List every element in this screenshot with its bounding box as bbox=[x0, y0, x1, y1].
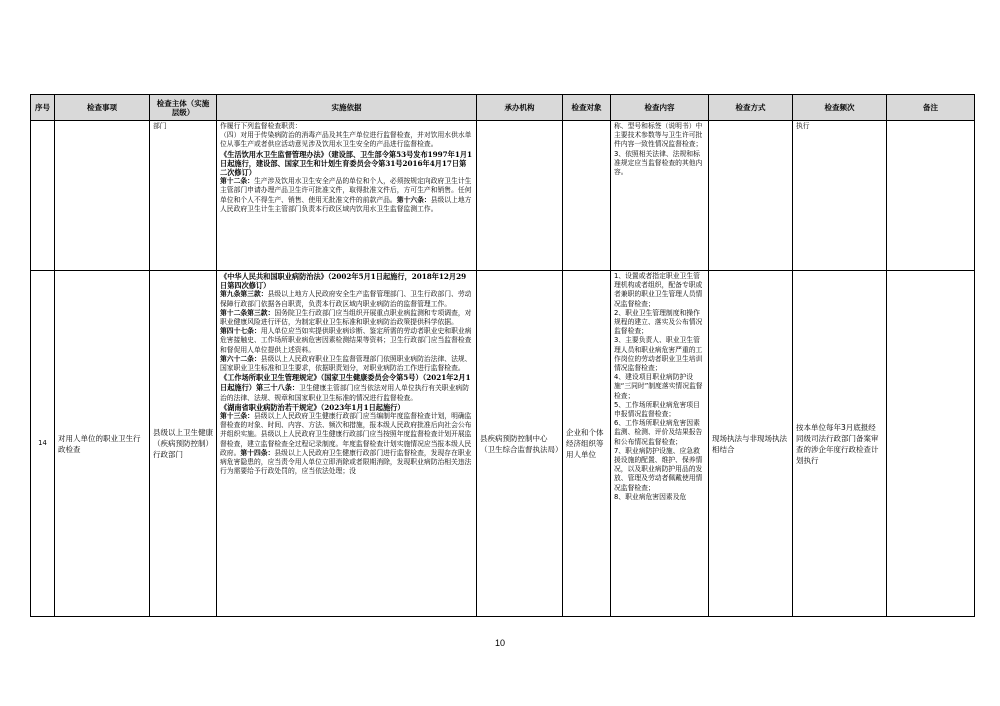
content-item: 5、工作场所职业病危害项目申报情况监督检查； bbox=[614, 400, 700, 419]
frequency-text: 执行 bbox=[796, 122, 810, 130]
cell-frequency bbox=[793, 121, 887, 271]
basis-title: 《湖南省职业病防治若干规定》（2023年1月1日起施行） bbox=[220, 402, 405, 412]
cell-item bbox=[55, 121, 150, 271]
basis-para: 第九条第三款：县级以上地方人民政府安全生产监督管理部门、卫生行政部门、劳动保障行政部门依据各自职责，负责本行政区域内职业病防治的监督管理工作。 bbox=[220, 290, 472, 308]
cell-content bbox=[611, 271, 709, 617]
cell-subject bbox=[150, 271, 217, 617]
basis-para: 第十二条：生产涉及饮用水卫生安全产品的单位和个人，必须按规定向政府卫生计生主管部门申请办理产品卫生许可批准文件，取得批准文件后，方可生产和销售。任何单位和个人不得生产、销售、使用无批准文件的前款产品。第十六条：县级以上地方人民政府卫生计生主管部门负责本行政区域内饮用水卫生监督监测工作。 bbox=[220, 177, 472, 213]
cell-item bbox=[55, 271, 150, 617]
basis-title: 《中华人民共和国职业病防治法》（2002年5月1日起施行，2018年12月29日第四次修订） bbox=[220, 272, 467, 291]
cell-basis bbox=[217, 271, 477, 617]
subject-text: 部门 bbox=[153, 122, 167, 130]
header-target: 检查对象 bbox=[563, 95, 611, 121]
cell-method bbox=[709, 271, 793, 617]
cell-target bbox=[563, 271, 611, 617]
content-item: 1、设置或者指定职业卫生管理机构或者组织，配备专职或者兼职的职业卫生管理人员情况监督检查； bbox=[614, 272, 703, 308]
header-basis: 实施依据 bbox=[217, 95, 477, 121]
content-item: 6、工作场所职业病危害因素监测、检测、评价及结果报告和公布情况监督检查； bbox=[614, 419, 703, 446]
basis-para: 第四十七条：用人单位应当如实提供职业病诊断、鉴定所需的劳动者职业史和职业病危害接触史、工作场所职业病危害因素检测结果等资料；卫生行政部门应当监督检查和督促用人单位提供上述资料。 bbox=[220, 327, 472, 354]
table-header-row bbox=[31, 95, 975, 121]
header-org: 承办机构 bbox=[477, 95, 563, 121]
cell-content bbox=[611, 121, 709, 271]
content-item: 4、建设项目职业病防护设施“三同时”制度落实情况监督检查； bbox=[614, 373, 703, 400]
basis-para: 第十二条第三款：国务院卫生行政部门应当组织开展重点职业病监测和专项调查，对职业健康风险进行评估，为制定职业卫生标准和职业病防治政策提供科学依据。 bbox=[220, 308, 472, 327]
basis-text bbox=[217, 121, 476, 215]
header-frequency: 检查频次 bbox=[793, 95, 887, 121]
org-text: 县疾病预防控制中心（卫生综合监督执法局） bbox=[480, 433, 563, 454]
cell-no: 14 bbox=[31, 271, 55, 617]
cell-subject bbox=[150, 121, 217, 271]
method-text: 现场执法与非现场执法相结合 bbox=[712, 433, 787, 454]
target-text: 企业和个体经济组织等用人单位 bbox=[566, 428, 604, 459]
basis-para: 《工作场所职业卫生管理规定》（国家卫生健康委员会令第5号）（2021年2月1日起施行）第三十八条：卫生健康主管部门应当依法对用人单位执行有关职业病防治的法律、法规、规章和国家职业卫生标准的情况进行监督检查。 bbox=[220, 373, 471, 402]
basis-text bbox=[217, 271, 476, 477]
content-item: 2、职业卫生管理制度和操作规程的建立、落实及公布情况监督检查； bbox=[614, 308, 703, 336]
header-no: 序号 bbox=[31, 95, 55, 121]
header-remark: 备注 bbox=[887, 95, 975, 121]
cell-no bbox=[31, 121, 55, 271]
inspection-table bbox=[30, 94, 975, 617]
cell-method bbox=[709, 121, 793, 271]
page-number: 10 bbox=[494, 638, 505, 648]
cell-target bbox=[563, 121, 611, 271]
header-item: 检查事项 bbox=[55, 95, 150, 121]
subject-text: 县级以上卫生健康（疾病预防控制）行政部门 bbox=[153, 428, 213, 459]
cell-org bbox=[477, 121, 563, 271]
content-text bbox=[611, 121, 708, 178]
cell-remark bbox=[887, 271, 975, 617]
header-subject: 检查主体（实施层级） bbox=[150, 95, 217, 121]
frequency-text: 按本单位每年3月底报经同级司法行政部门备案审查的涉企年度行政检查计划执行 bbox=[796, 422, 879, 465]
content-item: 7、职业病防护设施、应急救援设施的配置、维护、保养情况，以及职业病防护用品的发放、管理及劳动者佩戴使用情况监督检查； bbox=[614, 446, 703, 492]
content-item: 3、主要负责人、职业卫生管理人员和职业病危害严重的工作岗位的劳动者职业卫生培训情况监督检查； bbox=[614, 336, 703, 373]
basis-title: 《生活饮用水卫生监督管理办法》（建设部、卫生部令第53号发布1997年1月1日起施行，建设部、国家卫生和计划生育委员会令第31号2016年4月17日第二次修订） bbox=[220, 149, 473, 178]
table-row bbox=[31, 121, 975, 271]
basis-para: （四）对用于传染病防治的消毒产品及其生产单位进行监督检查，并对饮用水供水单位从事生产或者供应活动意见涉及饮用水卫生安全的产品进行监督检查。 bbox=[220, 131, 472, 149]
content-text bbox=[611, 271, 708, 503]
content-item: 称、型号和标签（说明书）中主要技术参数等与卫生许可批件内容一致性情况监督检查； bbox=[614, 122, 703, 149]
cell-remark bbox=[887, 121, 975, 271]
basis-para: 作履行下列监督检查职责： bbox=[220, 122, 302, 130]
cell-basis bbox=[217, 121, 477, 271]
basis-para: 第十三条：县级以上人民政府卫生健康行政部门应当编制年度监督检查计划，明确监督检查的对象、时间、内容、方法、频次和措施，报本级人民政府批准后向社会公布并组织实施。县级以上人民政府卫生健康行政部门应当按照年度监督检查计划开展监督检查，建立监督检查全过程记录制度。年度监督检查计划实施情况应当报本级人民政府。第十四条：县级以上人民政府卫生健康行政部门进行监督检查，发现存在职业病危害隐患的，应当责令用人单位立即消除或者限期消除，发现职业病防治相关违法行为需要给予行政处罚的，应当依法处理；没 bbox=[220, 412, 472, 476]
basis-para: 第六十二条：县级以上人民政府职业卫生监督管理部门依照职业病防治法律、法规、国家职业卫生标准和卫生要求，依据职责划分，对职业病防治工作进行监督检查。 bbox=[220, 354, 472, 373]
cell-org bbox=[477, 271, 563, 617]
header-content: 检查内容 bbox=[611, 95, 709, 121]
content-item: 8、职业病危害因素及危 bbox=[614, 492, 687, 501]
content-item: 3、依照相关法律、法规和标准规定应当监督检查的其他内容。 bbox=[614, 149, 703, 177]
header-method: 检查方式 bbox=[709, 95, 793, 121]
table-row bbox=[31, 271, 975, 617]
cell-frequency bbox=[793, 271, 887, 617]
item-text: 对用人单位的职业卫生行政检查 bbox=[58, 433, 141, 454]
